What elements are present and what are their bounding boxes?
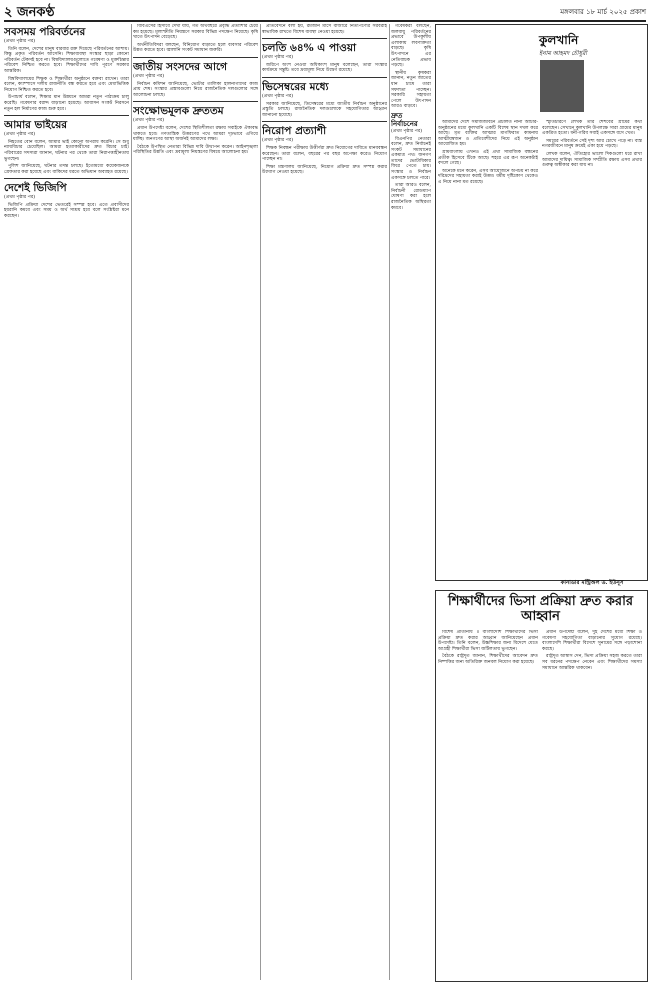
divider <box>262 121 387 122</box>
article-paragraph: বিবিএসের হিসাবে দেখা যায়, গত অর্থবছরে প্রবৃদ্ধি প্রত্যাশার চেয়ে কম হয়েছে। মূল্যস্ফীতি নিয়ন্ত্রণে সরকার বিভিন্ন পদক্ষেপ নিয়েছে। কৃষি খাতে উৎপাদন বেড়েছে। <box>133 24 258 41</box>
feature-author: ইনাম আহমদ চৌধুরী <box>539 50 587 57</box>
issue-date: মঙ্গলবার ১৮ মার্চ ২০২৫ প্রকাশ <box>560 8 646 16</box>
article-paragraph: বৈঠকে উপস্থিত নেতারা বিভিন্ন দাবি উত্থাপন করেন। আইনশৃঙ্খলা পরিস্থিতির উন্নতি এবং দ্রব্যমূল্য নিয়ন্ত্রণের বিষয়ে আলোচনা হয়। <box>133 144 258 156</box>
divider <box>133 101 258 102</box>
continued-note: (প্রথম পৃষ্ঠার পর) <box>4 132 36 138</box>
column-3 <box>262 24 387 980</box>
headline-december: ভিসেম্বরের মধ্যে <box>262 80 329 93</box>
article-paragraph: প্রতিবেদনে বলা হয়, রমজান মাসে বাজারে নিত্যপণ্যের সরবরাহ স্বাভাবিক রাখতে বিশেষ ব্যবস্থা নেওয়া হয়েছে। <box>262 24 387 35</box>
article-paragraph: সরকার জানিয়েছে, ডিসেম্বরের মধ্যে জাতীয় নির্বাচন অনুষ্ঠানের প্রস্তুতি চলছে। রাজনৈতিক দলগুলোকে সহযোগিতার আহ্বান জানানো হয়েছে। <box>262 101 387 118</box>
article-paragraph: বৈঠকে রাষ্ট্রদূত জানান, শিক্ষার্থীদের আবেদন দ্রুত নিষ্পত্তির জন্য অতিরিক্ত জনবল নিয়োগ করা হয়েছে। <box>438 654 538 665</box>
feature-right-column <box>542 120 642 575</box>
column-divider <box>389 24 390 980</box>
divider <box>133 57 258 58</box>
article-paragraph: লেখক বলেন, ঐতিহ্যের ভালো দিকগুলো ধরে রাখা আমাদের দায়িত্ব। সামাজিক সম্প্রীতি রক্ষায় এসব প্রথার গুরুত্ব অস্বীকার করা যায় না। <box>542 151 642 169</box>
column-4 <box>391 24 431 980</box>
story-left-column <box>438 630 538 976</box>
headline-visa: শিক্ষার্থীদের ভিসা প্রক্রিয়া দ্রুত করার আহ্বান <box>448 594 633 624</box>
headline-brother: আমার ভাইয়ের <box>4 119 68 132</box>
feature-left-column <box>438 120 538 575</box>
continued-note: (প্রথম পৃষ্ঠার পর) <box>4 39 36 44</box>
column-divider <box>260 24 261 980</box>
column-1 <box>4 24 129 980</box>
continued-note: (প্রথম পৃষ্ঠার পর) <box>262 55 294 61</box>
headline-fastest: সংক্ষোভমূলক দ্রুততম <box>133 105 224 118</box>
article-paragraph: বিএনপির নেতারা বলেন, দ্রুত নির্বাচনই সংকট সমাধানের একমাত্র পথ। জনগণ তাদের ভোটাধিকার ফিরে পেতে চায়। সংস্কার ও নির্বাচন একসঙ্গে চলতে পারে। <box>391 136 431 181</box>
article-paragraph: শিক্ষা মন্ত্রণালয় জানিয়েছে, নিয়োগ প্রক্রিয়া দ্রুত সম্পন্ন করার উদ্যোগ নেওয়া হয়েছে। <box>262 164 387 176</box>
continued-note: (প্রথম পৃষ্ঠার পর) <box>4 195 36 201</box>
feature-title: কুলখানি <box>539 33 579 47</box>
divider <box>4 115 129 116</box>
article-paragraph: সময়ের পরিবর্তনে সেই দৃশ্য আর চোখে পড়ে না। ব্যস্ত নগরজীবনে মানুষ ক্রমেই একা হয়ে পড়ছে। <box>542 138 642 150</box>
continued-note: (প্রথম পৃষ্ঠার পর) <box>391 128 423 134</box>
article-paragraph: তিনি বলেন, দেশের মানুষ বারবার রক্ত দিয়েছে পরিবর্তনের আশায়। কিন্তু প্রকৃত পরিবর্তন আসেনি। শিক্ষাব্যবস্থা সংস্কার ছাড়া কোনো পরিবর্তন টেকসই হবে না। বিশ্ববিদ্যালয়গুলোতে গবেষণা ও মুক্তচিন্তার পরিবেশ নিশ্চিত করতে হবে। শিক্ষার্থীদের দাবি পূরণে সরকার আন্তরিক। <box>4 46 129 74</box>
article-paragraph: তারা আরও বলেন, নির্বাচনী রোডম্যাপ ঘোষণা করা হলে রাজনৈতিক অস্থিরতা কমবে। <box>391 183 431 211</box>
article-paragraph: অনেকে মনে করেন, এসব আয়োজনে অপচয় না করে দরিদ্রদের সহায়তা করাই উত্তম। ধর্মীয় দৃষ্টিকোণ থেকেও এ নিয়ে নানা মত রয়েছে। <box>438 168 538 185</box>
article-paragraph: শিক্ষক নিবন্ধন পরীক্ষায় উত্তীর্ণরা দ্রুত নিয়োগের দাবিতে মানববন্ধন করেছেন। তারা বলেন, বছরের পর বছর অপেক্ষা করেও নিয়োগ পাচ্ছেন না। <box>262 145 387 163</box>
article-paragraph: উপাচার্য বলেন, শিক্ষার মান উন্নয়নে আমরা নতুন পাঠ্যক্রম চালু করেছি। গবেষণার বরাদ্দ বাড়ানো হয়েছে। আবাসন সংকট নিরসনে নতুন হল নির্মাণের কাজ শুরু হবে। <box>4 95 129 112</box>
article-paragraph: স্মৃতিচারণে লেখক তার শৈশবের গ্রামের কথা বলেছেন। সেখানে কুলখানি উপলক্ষে সারা গ্রামের মানুষ একত্রিত হতো। ধনী-গরিব সবাই একসঙ্গে বসে খেত। <box>542 120 642 137</box>
article-paragraph: গবেষকরা বলছেন, জলবায়ু পরিবর্তনের প্রভাবে উপকূলীয় এলাকায় লবণাক্ততা বাড়ছে। কৃষি উৎপাদনে এর নেতিবাচক প্রভাব পড়ছে। <box>391 24 431 69</box>
headline-vgp: দেশেই ভিজিপি <box>4 182 67 195</box>
article-paragraph: স্থানীয় কৃষকরা জানান, নতুন জাতের ধান চাষে তারা সফলতা পাচ্ছেন। সরকারি সহায়তা পেলে উৎপাদন আরও বাড়বে। <box>391 70 431 110</box>
article-paragraph: পুলিশ জানিয়েছে, ঘটনার তদন্ত চলছে। ইতোমধ্যে কয়েকজনকে গ্রেফতার করা হয়েছে এবং বাকিদের ধরতে অভিযান অব্যাহত রয়েছে। <box>4 164 129 175</box>
article-paragraph: প্রধান উপদেষ্টা বলেন, দুই দেশের মধ্যে শিক্ষা ও গবেষণা সহযোগিতা বাড়ানোর সুযোগ রয়েছে। বাংলাদেশি শিক্ষার্থীরা বিদেশে সুনামের সঙ্গে পড়াশোনা করছে। <box>542 630 642 652</box>
article-paragraph: বিশেষ প্রতিনিধি ॥ বাংলাদেশি শিক্ষার্থীদের ভিসা প্রক্রিয়া দ্রুত করার আহ্বান জানিয়েছেন প্রধান উপদেষ্টা। তিনি বলেন, উচ্চশিক্ষার জন্য বিদেশে যেতে আগ্রহী শিক্ষার্থীরা ভিসা জটিলতায় ভুগছেন। <box>438 630 538 652</box>
column-2 <box>133 24 258 980</box>
article-paragraph: নির্বাচন কমিশন জানিয়েছে, ভোটার তালিকা হালনাগাদের কাজ প্রায় শেষ। সংস্কার প্রস্তাবগুলো নিয়ে রাজনৈতিক দলগুলোর সঙ্গে আলোচনা চলছে। <box>133 81 258 98</box>
headline-parliament: জাতীয় সংসদের আগে <box>133 60 228 73</box>
divider <box>4 178 129 179</box>
masthead <box>4 2 646 22</box>
article-paragraph: গ্রামবাংলায় এখনও এই প্রথা সামাজিক বন্ধনের প্রতীক হিসেবে টিকে আছে। শহরে এর রূপ অনেকটাই বদলে গেছে। <box>438 149 538 167</box>
article-paragraph: প্রধান উপদেষ্টা বলেন, দেশের স্থিতিশীলতা রক্ষায় সবাইকে ঐক্যবদ্ধ থাকতে হবে। গণতান্ত্রিক উত্তরণের পথে আমরা দৃঢ়ভাবে এগিয়ে যাচ্ছি। জনগণের আস্থা অর্জনই আমাদের লক্ষ্য। <box>133 125 258 143</box>
headline-election: দ্রুত নির্বাচনের <box>391 110 418 128</box>
column-divider <box>131 24 132 980</box>
continued-note: (প্রথম পৃষ্ঠার পর) <box>133 118 165 124</box>
article-paragraph: জরিপে অংশ নেওয়া অধিকাংশ মানুষ বলেছেন, তারা সংস্কার কার্যক্রমে সন্তুষ্ট। তবে দ্রব্যমূল্য নিয়ে উদ্বেগ রয়েছে। <box>262 62 387 74</box>
continued-note: (প্রথম পৃষ্ঠার পর) <box>133 73 165 79</box>
article-paragraph: রাষ্ট্রদূত আশ্বাস দেন, ভিসা প্রক্রিয়া সহজ করতে তারা সব ধরনের পদক্ষেপ নেবেন এবং শিক্ষার্থীদের সমস্যা সমাধানে আন্তরিক থাকবেন। <box>542 654 642 671</box>
headline-survey: চলতি ৬৪% এ পাওয়া <box>262 42 357 55</box>
article-paragraph: বিশ্ববিদ্যালয়ের শিক্ষক ও শিক্ষার্থীরা অনুষ্ঠানে বক্তব্য রাখেন। তারা বলেন, ক্যাম্পাসে দলীয় রাজনীতি বন্ধ করতে হবে এবং মেধাভিত্তিক নিয়োগ নিশ্চিত করতে হবে। <box>4 76 129 93</box>
divider <box>262 77 387 78</box>
continued-note: (প্রথম পৃষ্ঠার পর) <box>262 93 294 99</box>
headline-change: সবসময় পরিবর্তনের <box>4 26 86 38</box>
article-paragraph: ভিজিপি প্রক্রিয়া দেশের ভেতরেই সম্পন্ন হবে। এতে প্রবাসীদের হয়রানি কমবে এবং সময় ও অর্থ সাশ্রয় হবে বলে সংশ্লিষ্টরা মনে করছেন। <box>4 202 129 220</box>
article-paragraph: নিহতের বোন বলেন, আমার ভাই কোনো অপরাধ করেনি। সে শুধু ন্যায়বিচার চেয়েছিল। আমরা হত্যাকারীদের দ্রুত বিচার চাই। পরিবারের সদস্যরা জানান, ঘটনার পর থেকে তারা নিরাপত্তাহীনতায় ভুগছেন। <box>4 139 129 162</box>
story-right-column <box>542 630 642 976</box>
author-photo <box>540 60 584 112</box>
article-paragraph: অর্থনীতিবিদরা বলছেন, বিনিয়োগ বাড়াতে হলে ব্যবসার পরিবেশ উন্নত করতে হবে। জ্বালানি সংকট সমাধান জরুরি। <box>133 42 258 54</box>
divider <box>262 38 387 39</box>
feature-credit: কানাডার মন্ট্রিঅল ড. ইউনূস <box>560 580 624 586</box>
headline-recruitment: নিরোপ প্রত্যাশী <box>262 125 327 138</box>
article-paragraph: আমাদের দেশে সমাজজীবনে প্রচলিত নানা আচার-অনুষ্ঠানের মধ্যে কুলখানি একটি বিশেষ স্থান দখল করে আছে। মৃত ব্যক্তির আত্মার মাগফিরাত কামনায় আত্মীয়স্বজন ও প্রতিবেশীদের নিয়ে এই অনুষ্ঠান আয়োজিত হয়। <box>438 120 538 148</box>
continued-note: (প্রথম পৃষ্ঠার পর) <box>262 138 294 144</box>
page-number-title: ২ জনকণ্ঠ <box>4 5 55 20</box>
